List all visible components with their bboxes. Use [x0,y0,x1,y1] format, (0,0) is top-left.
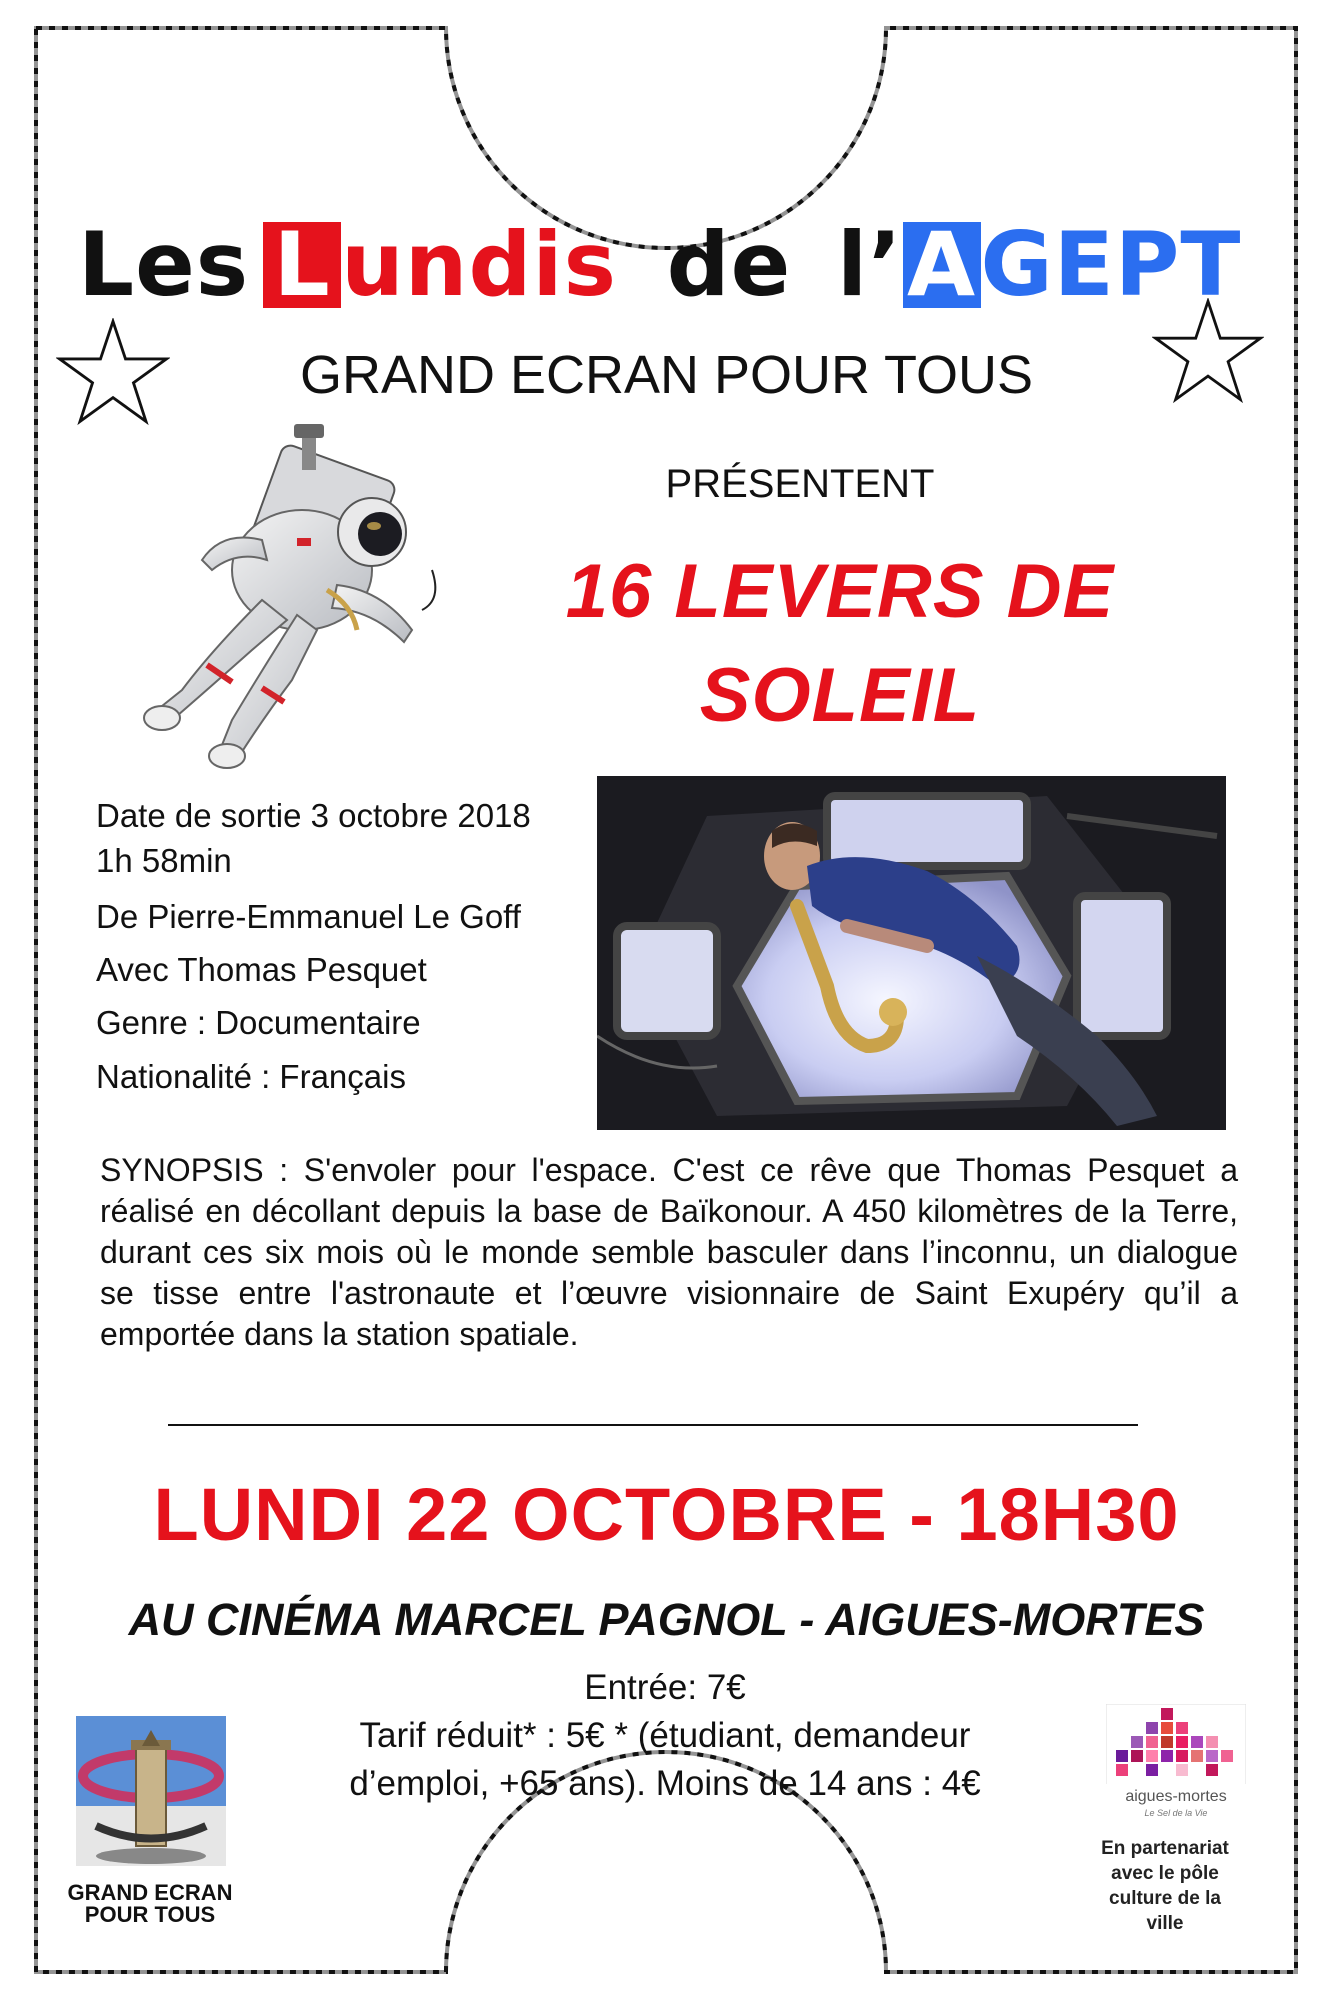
title-de: de [666,213,792,317]
duration: 1h 58min [96,842,232,879]
cast: Avec Thomas Pesquet [96,951,427,988]
grand-ecran-logo-text [60,1882,240,1926]
title-l-apos: l’ [836,213,903,317]
aigues-mortes-logo-name: aigues-mortes [1125,1788,1227,1805]
partner-line-2: avec le pôle [1111,1863,1219,1884]
aigues-mortes-logo [1106,1704,1246,1784]
title-les: Les [78,213,250,317]
genre: Genre : Documentaire [96,1004,421,1041]
organizer-subtitle: GRAND ECRAN POUR TOUS [299,345,1034,405]
astronaut-illustration [112,420,462,770]
logo-left-line-1: GRAND ECRAN [67,1880,233,1905]
title-lundis: undis [341,213,617,317]
partner-line-1: En partenariat [1101,1838,1229,1859]
presents-label: PRÉSENTENT [665,462,935,506]
partnership-note [1085,1836,1245,1936]
title-agept: GEPT [980,213,1242,317]
film-title-line-1: 16 LEVERS DE [565,549,1115,634]
price-reduced-line-2: d’emploi, +65 ans). Moins de 14 ans : 4€ [349,1764,981,1803]
event-series-title [78,204,1258,317]
event-date-time: LUNDI 22 OCTOBRE - 18H30 [153,1473,1180,1556]
film-title-line-2: SOLEIL [699,653,981,738]
event-venue: AU CINÉMA MARCEL PAGNOL - AIGUES-MORTES [128,1594,1205,1645]
partner-line-3: culture de la [1109,1888,1221,1909]
price-entry: Entrée: 7€ [584,1668,746,1707]
partner-line-4: ville [1146,1913,1184,1934]
astronaut-saxophone-photo [597,776,1226,1130]
price-reduced-line-1: Tarif réduit* : 5€ * (étudiant, demandeur [359,1716,971,1755]
aigues-mortes-logo-tagline: Le Sel de la Vie [1144,1808,1208,1818]
divider [168,1424,1138,1426]
logo-left-line-2: POUR TOUS [84,1902,216,1927]
grand-ecran-logo [76,1716,226,1866]
title-lundis-initial: L [263,222,341,308]
title-agept-initial: A [903,222,981,308]
release-date: Date de sortie 3 octobre 2018 [96,797,531,834]
director: De Pierre-Emmanuel Le Goff [96,898,521,935]
synopsis-text: SYNOPSIS : S'envoler pour l'espace. C'est ce rêve que Thomas Pesquet a réalisé en décollant depuis la base de Baïkonour. A 450 kilomètres de la Terre, durant ces six mois où le monde semble basculer dans l’inconnu, un dialogue se tisse entre l'astronaute et l’œuvre visionnaire de Saint Exupéry qu’il a emportée dans la station spatiale. [100,1152,1238,1352]
nationality: Nationalité : Français [96,1058,406,1095]
